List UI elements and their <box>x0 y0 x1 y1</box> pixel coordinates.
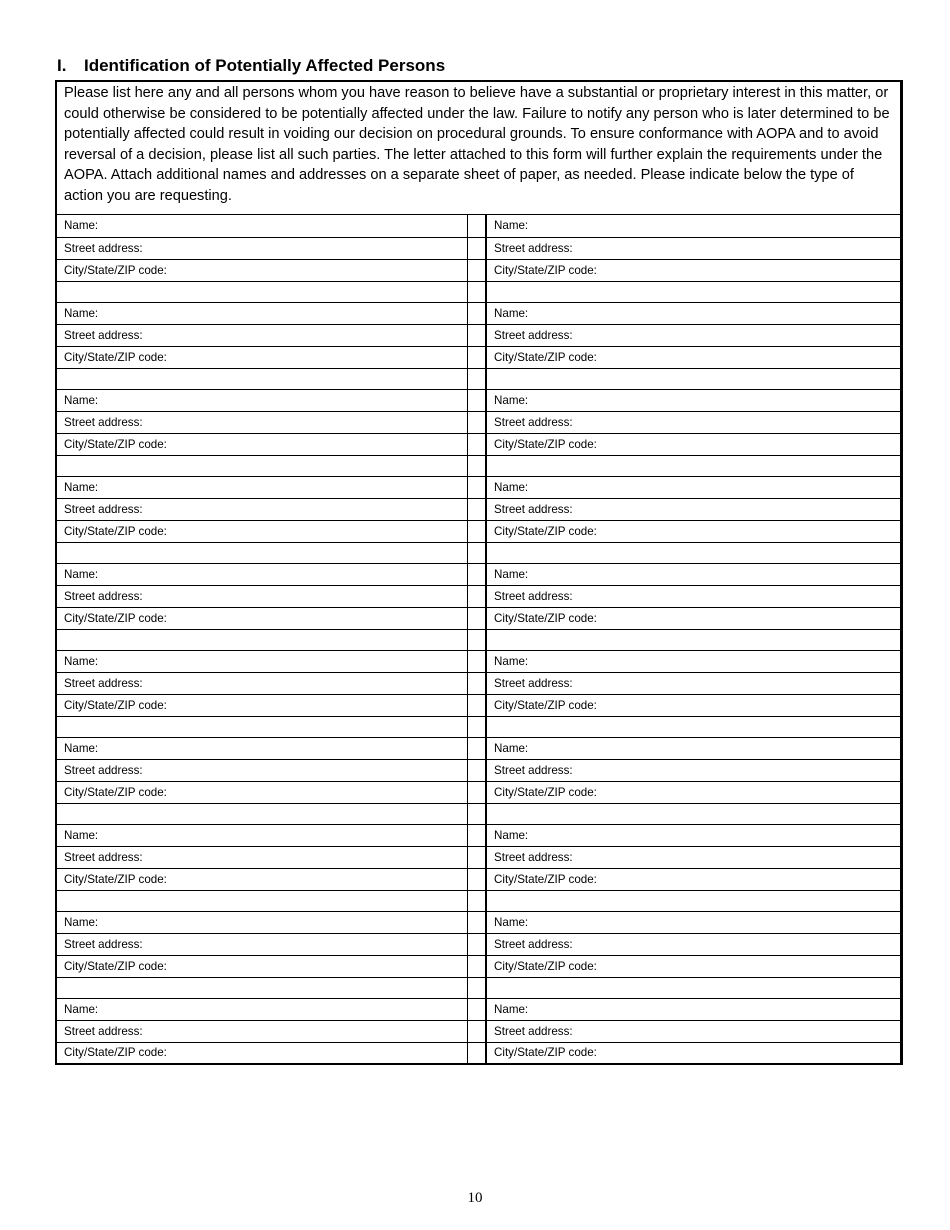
person-row-city <box>57 607 900 629</box>
person-row-street <box>57 933 900 955</box>
column-divider <box>467 215 486 237</box>
person-row-city <box>57 433 900 455</box>
city-field-left[interactable]: City/State/ZIP code: <box>57 955 467 977</box>
blank-field-left[interactable] <box>57 803 467 824</box>
column-divider <box>467 389 486 411</box>
city-field-left[interactable]: City/State/ZIP code: <box>57 694 467 716</box>
blank-field-left[interactable] <box>57 716 467 737</box>
column-divider <box>467 324 486 346</box>
city-field-right[interactable]: City/State/ZIP code: <box>486 433 900 455</box>
column-divider <box>467 1042 486 1064</box>
street-field-right[interactable]: Street address: <box>486 411 900 433</box>
person-row-name <box>57 737 900 759</box>
name-field-left[interactable]: Name: <box>57 389 467 411</box>
person-row-city <box>57 1042 900 1064</box>
city-field-right[interactable]: City/State/ZIP code: <box>486 868 900 890</box>
spacer-row <box>57 890 900 911</box>
name-field-right[interactable]: Name: <box>486 998 900 1020</box>
blank-field-right[interactable] <box>486 803 900 824</box>
street-field-left[interactable]: Street address: <box>57 672 467 694</box>
city-field-right[interactable]: City/State/ZIP code: <box>486 346 900 368</box>
section-title-text: Identification of Potentially Affected Persons <box>84 56 446 75</box>
person-row-name <box>57 911 900 933</box>
city-field-left[interactable]: City/State/ZIP code: <box>57 259 467 281</box>
name-field-right[interactable]: Name: <box>486 215 900 237</box>
name-field-left[interactable]: Name: <box>57 302 467 324</box>
column-divider <box>467 585 486 607</box>
person-row-city <box>57 520 900 542</box>
city-field-right[interactable]: City/State/ZIP code: <box>486 781 900 803</box>
person-row-street <box>57 1020 900 1042</box>
column-divider <box>467 411 486 433</box>
affected-persons-form <box>55 80 903 1065</box>
blank-field-right[interactable] <box>486 455 900 476</box>
name-field-left[interactable]: Name: <box>57 650 467 672</box>
street-field-left[interactable]: Street address: <box>57 324 467 346</box>
column-divider <box>467 933 486 955</box>
column-divider <box>467 672 486 694</box>
person-row-name <box>57 389 900 411</box>
city-field-left[interactable]: City/State/ZIP code: <box>57 868 467 890</box>
name-field-left[interactable]: Name: <box>57 998 467 1020</box>
column-divider <box>467 542 486 563</box>
blank-field-right[interactable] <box>486 368 900 389</box>
column-divider <box>467 890 486 911</box>
person-row-city <box>57 346 900 368</box>
column-divider <box>467 629 486 650</box>
person-row-city <box>57 694 900 716</box>
name-field-left[interactable]: Name: <box>57 911 467 933</box>
spacer-row <box>57 977 900 998</box>
person-row-name <box>57 998 900 1020</box>
blank-field-right[interactable] <box>486 281 900 302</box>
name-field-left[interactable]: Name: <box>57 737 467 759</box>
spacer-row <box>57 281 900 302</box>
city-field-left[interactable]: City/State/ZIP code: <box>57 433 467 455</box>
column-divider <box>467 911 486 933</box>
column-divider <box>467 498 486 520</box>
column-divider <box>467 716 486 737</box>
city-field-left[interactable]: City/State/ZIP code: <box>57 781 467 803</box>
column-divider <box>467 281 486 302</box>
column-divider <box>467 803 486 824</box>
spacer-row <box>57 368 900 389</box>
street-field-right[interactable]: Street address: <box>486 1020 900 1042</box>
blank-field-right[interactable] <box>486 890 900 911</box>
person-row-name <box>57 302 900 324</box>
person-row-street <box>57 672 900 694</box>
name-field-right[interactable]: Name: <box>486 824 900 846</box>
spacer-row <box>57 716 900 737</box>
name-field-right[interactable]: Name: <box>486 563 900 585</box>
person-row-street <box>57 585 900 607</box>
city-field-right[interactable]: City/State/ZIP code: <box>486 955 900 977</box>
city-field-right[interactable]: City/State/ZIP code: <box>486 694 900 716</box>
street-field-left[interactable]: Street address: <box>57 411 467 433</box>
column-divider <box>467 563 486 585</box>
column-divider <box>467 694 486 716</box>
blank-field-left[interactable] <box>57 542 467 563</box>
spacer-row <box>57 629 900 650</box>
blank-field-left[interactable] <box>57 281 467 302</box>
blank-field-left[interactable] <box>57 977 467 998</box>
street-field-right[interactable]: Street address: <box>486 324 900 346</box>
page-number: 10 <box>467 1190 483 1206</box>
column-divider <box>467 998 486 1020</box>
street-field-right[interactable]: Street address: <box>486 585 900 607</box>
column-divider <box>467 520 486 542</box>
spacer-row <box>57 542 900 563</box>
column-divider <box>467 781 486 803</box>
person-row-street <box>57 846 900 868</box>
city-field-right[interactable]: City/State/ZIP code: <box>486 1042 900 1064</box>
street-field-right[interactable]: Street address: <box>486 846 900 868</box>
street-field-left[interactable]: Street address: <box>57 933 467 955</box>
column-divider <box>467 302 486 324</box>
street-field-left[interactable]: Street address: <box>57 498 467 520</box>
street-field-left[interactable]: Street address: <box>57 1020 467 1042</box>
person-row-city <box>57 259 900 281</box>
blank-field-left[interactable] <box>57 890 467 911</box>
person-row-name <box>57 476 900 498</box>
name-field-left[interactable]: Name: <box>57 824 467 846</box>
column-divider <box>467 824 486 846</box>
column-divider <box>467 455 486 476</box>
column-divider <box>467 607 486 629</box>
column-divider <box>467 868 486 890</box>
column-divider <box>467 433 486 455</box>
column-divider <box>467 977 486 998</box>
column-divider <box>467 759 486 781</box>
person-row-city <box>57 868 900 890</box>
street-field-right[interactable]: Street address: <box>486 237 900 259</box>
column-divider <box>467 955 486 977</box>
blank-field-right[interactable] <box>486 977 900 998</box>
spacer-row <box>57 455 900 476</box>
city-field-left[interactable]: City/State/ZIP code: <box>57 1042 467 1064</box>
column-divider <box>467 368 486 389</box>
blank-field-right[interactable] <box>486 629 900 650</box>
column-divider <box>467 476 486 498</box>
name-field-left[interactable]: Name: <box>57 215 467 237</box>
street-field-left[interactable]: Street address: <box>57 759 467 781</box>
person-row-city <box>57 955 900 977</box>
section-number: I. <box>57 56 67 75</box>
spacer-row <box>57 803 900 824</box>
street-field-right[interactable]: Street address: <box>486 672 900 694</box>
name-field-left[interactable]: Name: <box>57 476 467 498</box>
name-field-right[interactable]: Name: <box>486 476 900 498</box>
instructions-text: Please list here any and all persons whom you have reason to believe have a substantial or proprietary interest in this matter, or could otherwise be considered to be potentially affected under the law. Failure to notify any person who is later determined to be potentially affected could result in voiding our decision on procedural grounds. To ensure conformance with AOPA and to avoid reversal of a decision, please list all such parties. The letter attached to this form will further explain the requirements under the AOPA. Attach additional names and addresses on a separate sheet of paper, as needed. Please indicate below the type of action you are requesting. <box>57 82 900 215</box>
blank-field-right[interactable] <box>486 716 900 737</box>
street-field-left[interactable]: Street address: <box>57 585 467 607</box>
person-row-street <box>57 324 900 346</box>
blank-field-left[interactable] <box>57 455 467 476</box>
city-field-left[interactable]: City/State/ZIP code: <box>57 346 467 368</box>
name-field-right[interactable]: Name: <box>486 650 900 672</box>
column-divider <box>467 237 486 259</box>
person-row-name <box>57 824 900 846</box>
street-field-right[interactable]: Street address: <box>486 759 900 781</box>
column-divider <box>467 346 486 368</box>
person-row-street <box>57 498 900 520</box>
city-field-right[interactable]: City/State/ZIP code: <box>486 259 900 281</box>
person-row-name <box>57 563 900 585</box>
name-field-right[interactable]: Name: <box>486 911 900 933</box>
column-divider <box>467 846 486 868</box>
blank-field-left[interactable] <box>57 629 467 650</box>
name-field-right[interactable]: Name: <box>486 389 900 411</box>
street-field-right[interactable]: Street address: <box>486 933 900 955</box>
blank-field-right[interactable] <box>486 542 900 563</box>
persons-table <box>57 215 900 1065</box>
name-field-right[interactable]: Name: <box>486 302 900 324</box>
person-row-city <box>57 781 900 803</box>
person-row-name <box>57 650 900 672</box>
street-field-right[interactable]: Street address: <box>486 498 900 520</box>
column-divider <box>467 650 486 672</box>
person-row-street <box>57 759 900 781</box>
city-field-right[interactable]: City/State/ZIP code: <box>486 520 900 542</box>
person-row-street <box>57 411 900 433</box>
street-field-left[interactable]: Street address: <box>57 846 467 868</box>
street-field-left[interactable]: Street address: <box>57 237 467 259</box>
name-field-left[interactable]: Name: <box>57 563 467 585</box>
person-row-name <box>57 215 900 237</box>
person-row-street <box>57 237 900 259</box>
city-field-right[interactable]: City/State/ZIP code: <box>486 607 900 629</box>
column-divider <box>467 259 486 281</box>
name-field-right[interactable]: Name: <box>486 737 900 759</box>
column-divider <box>467 1020 486 1042</box>
column-divider <box>467 737 486 759</box>
blank-field-left[interactable] <box>57 368 467 389</box>
section-title <box>57 56 445 76</box>
city-field-left[interactable]: City/State/ZIP code: <box>57 607 467 629</box>
city-field-left[interactable]: City/State/ZIP code: <box>57 520 467 542</box>
